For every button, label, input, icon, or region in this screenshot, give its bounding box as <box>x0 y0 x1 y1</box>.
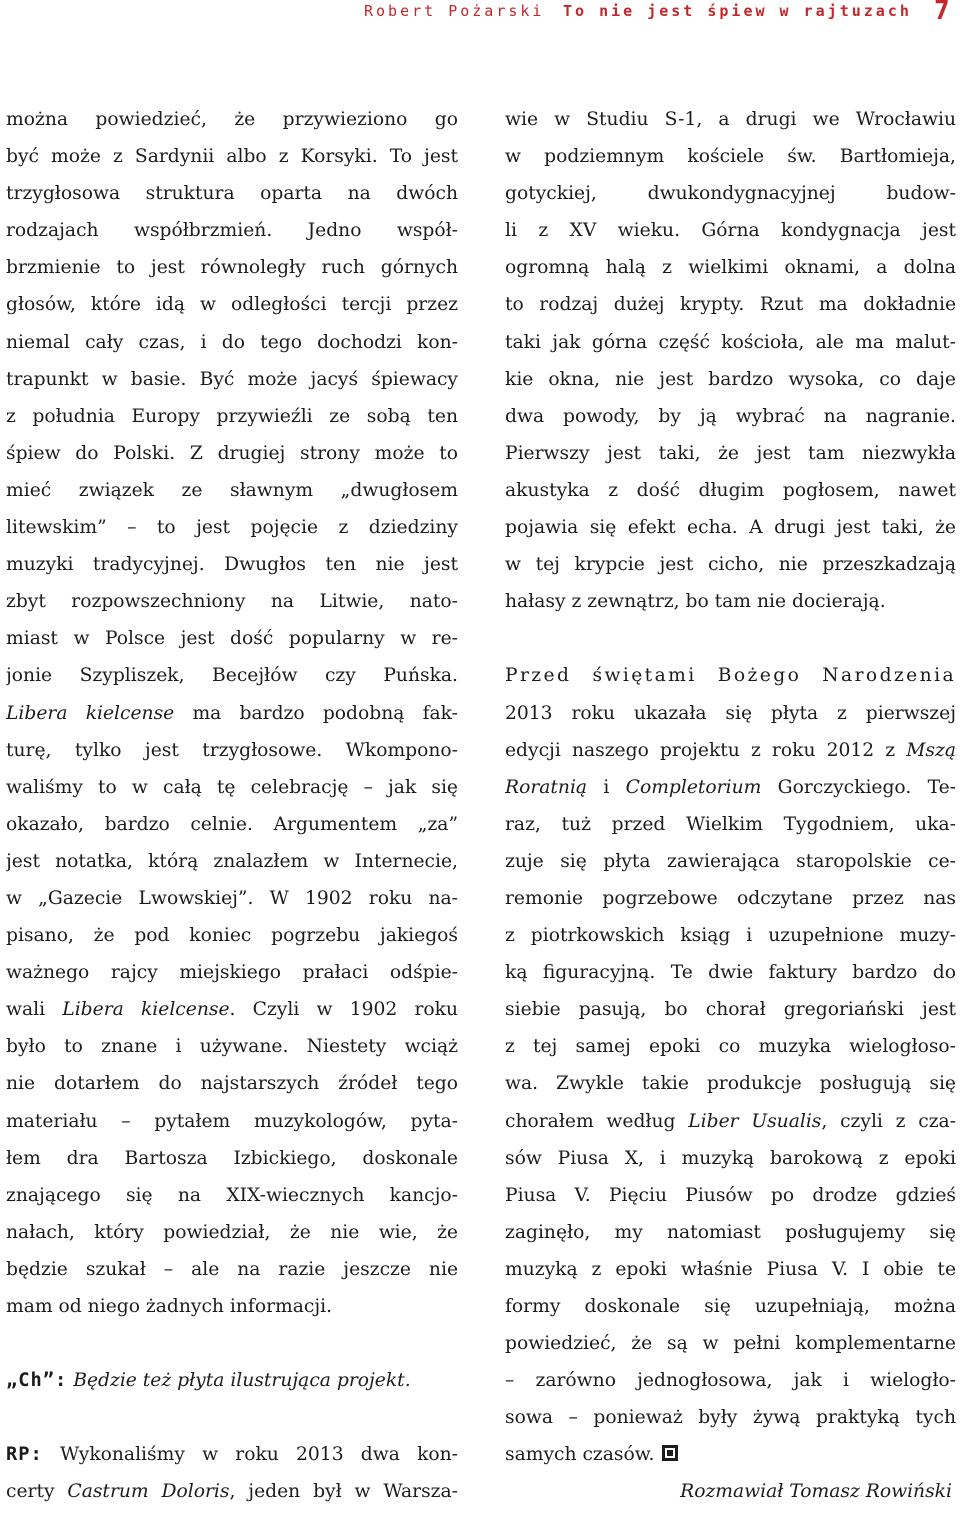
final-line <box>505 1436 956 1473</box>
text-line <box>6 695 458 732</box>
text-line: trapunkt w basie. Być może jacyś śpiewacy <box>6 368 458 390</box>
text-run: . Czyli w 1902 roku <box>229 999 458 1021</box>
right-column <box>505 101 956 1511</box>
text-line: – zarówno jednogłosowa, jak i wielogło- <box>505 1370 956 1392</box>
text-run: Gorczyckiego. Te- <box>761 776 956 798</box>
text-run: i <box>587 776 626 798</box>
text-line: litewskim” – to jest pojęcie z dziedziny <box>6 517 458 539</box>
text-run: ma bardzo podobną fak- <box>174 702 458 724</box>
text-line: nałach, który powiedział, że nie wie, że <box>6 1221 458 1243</box>
text-line: w „Gazecie Lwowskiej”. W 1902 roku na- <box>6 887 458 909</box>
interview-question <box>6 1362 458 1399</box>
text-line: z tej samej epoki co muzyka wielogłoso- <box>505 1036 956 1058</box>
text-line: kie okna, nie jest bardzo wysoka, co daje <box>505 368 956 390</box>
text-line: wa. Zwykle takie produkcje posługują się <box>505 1073 956 1095</box>
left-column <box>6 101 458 1511</box>
text-line: ogromną halą z wielkimi oknami, a dolna <box>505 257 956 279</box>
text-line: hałasy z zewnątrz, bo tam nie docierają. <box>505 591 886 613</box>
text-line <box>505 769 956 806</box>
text-run: samych czasów. <box>505 1444 655 1466</box>
text-line: okazało, bardzo celnie. Argumentem „za” <box>6 813 458 835</box>
text-line <box>505 732 956 769</box>
text-line: akustyka z dość długim pogłosem, nawet <box>505 479 956 501</box>
paragraph-lead <box>505 657 956 694</box>
text-run: , czyli z cza- <box>821 1110 956 1132</box>
text-line: powiedzieć, że są w pełni komplementarne <box>505 1333 956 1355</box>
text-line: sowa – ponieważ były żywą praktyką tych <box>505 1407 956 1429</box>
text-line: materiału – pytałem muzykologów, pyta- <box>6 1110 458 1132</box>
text-line: w tej krypcie jest cicho, nie przeszkadzają <box>505 554 956 576</box>
italic-title: Completorium <box>625 776 762 798</box>
header-author: Robert Pożarski <box>364 2 545 20</box>
text-line <box>505 1103 956 1140</box>
text-line: raz, tuż przed Wielkim Tygodniem, uka- <box>505 813 956 835</box>
text-line: 2013 roku ukazała się płyta z pierwszej <box>505 702 956 724</box>
end-of-article-icon <box>662 1445 678 1461</box>
text-run: chorałem według <box>505 1110 689 1132</box>
text-line: to rodzaj dużej krypty. Rzut ma dokładnie <box>505 294 956 316</box>
text-run: edycji naszego projektu z roku 2012 z <box>505 739 907 761</box>
italic-title: Libera kielcense <box>62 999 230 1021</box>
text-line: będzie szukał – ale na razie jeszcze nie <box>6 1258 458 1280</box>
italic-title: Castrum Doloris <box>67 1481 230 1503</box>
text-line: gotyckiej, dwukondygnacyjnej budow- <box>505 183 956 205</box>
text-line: śpiew do Polski. Z drugiej strony może to <box>6 442 458 464</box>
text-line: z południa Europy przywieźli ze sobą ten <box>6 405 458 427</box>
interview-answer-line <box>6 1473 458 1510</box>
text-line: zuje się płyta zawierająca staropolskie ce- <box>505 850 956 872</box>
text-line: taki jak górna część kościoła, ale ma malut- <box>505 331 956 353</box>
interviewer-signature: Rozmawiał Tomasz Rowiński <box>680 1481 952 1503</box>
running-header <box>0 0 960 32</box>
text-line: rodzajach współbrzmień. Jedno współ- <box>6 220 458 242</box>
text-line: formy doskonale się uzupełniają, można <box>505 1296 956 1317</box>
question-text: Będzie też płyta ilustrująca projekt. <box>73 1370 411 1392</box>
text-line: było to znane i używane. Niestety wciąż <box>6 1036 458 1058</box>
text-run: certy <box>6 1481 68 1503</box>
paragraph-gap <box>6 1325 458 1362</box>
text-line <box>6 991 458 1028</box>
text-line: siebie pasują, bo chorał gregoriański jest <box>505 999 956 1021</box>
text-line: trzygłosowa struktura oparta na dwóch <box>6 183 458 205</box>
text-line: mam od niego żadnych informacji. <box>6 1296 333 1317</box>
text-line: ważnego rajcy miejskiego prałaci odśpie- <box>6 962 458 984</box>
text-line: remonie pogrzebowe odczytane przez nas <box>505 887 956 909</box>
page-number: 7 <box>934 0 950 26</box>
italic-title: Mszą <box>906 739 956 761</box>
text-line: nie dotarłem do najstarszych źródeł tego <box>6 1073 458 1095</box>
text-line: niemal cały czas, i do tego dochodzi kon- <box>6 331 458 353</box>
text-line: pisano, że pod koniec pogrzebu jakiegoś <box>6 925 458 947</box>
text-line: jonie Szypliszek, Becejłów czy Puńska. <box>6 665 458 687</box>
text-line: zaginęło, my natomiast posługujemy się <box>505 1221 956 1243</box>
text-line: waliśmy to w całą tę celebrację – jak się <box>6 776 458 798</box>
text-line: brzmienie to jest równoległy ruch górnych <box>6 257 458 279</box>
speaker-label-ch: „Ch”: <box>6 1370 68 1392</box>
text-line: Piusa V. Pięciu Piusów po drodze gdzieś <box>505 1184 956 1206</box>
text-line: znającego się na XIX-wiecznych kancjo- <box>6 1184 458 1206</box>
paragraph-gap <box>505 620 956 657</box>
text-line: dwa powody, by ją wybrać na nagranie. <box>505 405 956 427</box>
text-line: wie w Studiu S-1, a drugi we Wrocławiu <box>505 109 956 130</box>
text-line: z piotrkowskich ksiąg i uzupełnione muzy- <box>505 925 956 947</box>
text-run: wali <box>6 999 63 1021</box>
italic-title: Roratnią <box>505 776 588 798</box>
paragraph-gap <box>6 1399 458 1436</box>
speaker-label-rp: RP: <box>6 1444 43 1466</box>
text-line: głosów, które idą w odległości tercji przez <box>6 294 458 316</box>
text-line: li z XV wieku. Górna kondygnacja jest <box>505 220 956 242</box>
text-line: muzyki tradycyjnej. Dwugłos ten nie jest <box>6 554 458 576</box>
text-line: sów Piusa X, i muzyką barokową z epoki <box>505 1147 956 1169</box>
text-line: mieć związek ze sławnym „dwugłosem <box>6 479 458 501</box>
text-line: ką figuracyjną. Te dwie faktury bardzo do <box>505 962 956 984</box>
text-line: łem dra Bartosza Izbickiego, doskonale <box>6 1147 458 1169</box>
lead-in-text: Przed świętami Bożego Narodzenia <box>505 665 956 687</box>
text-line: jest notatka, którą znalazłem w Internecie, <box>6 850 458 872</box>
text-line: miast w Polsce jest dość popularny w re- <box>6 628 458 650</box>
text-line: można powiedzieć, że przywieziono go <box>6 109 458 130</box>
text-line: Pierwszy jest taki, że jest tam niezwykła <box>505 442 956 464</box>
interview-answer-line <box>6 1436 458 1473</box>
text-line: muzyką z epoki właśnie Piusa V. I obie te <box>505 1258 956 1280</box>
header-title: To nie jest śpiew w rajtuzach <box>563 2 912 20</box>
text-line: w podziemnym kościele św. Bartłomieja, <box>505 146 956 168</box>
text-line: pojawia się efekt echa. A drugi jest taki, że <box>505 517 956 539</box>
text-line: turę, tylko jest trzygłosowe. Wkompono- <box>6 739 458 761</box>
italic-title: Libera kielcense <box>6 702 175 724</box>
text-run: , jeden był w Warsza- <box>229 1481 458 1503</box>
italic-title: Liber Usualis <box>688 1110 822 1132</box>
text-line: zbyt rozpowszechniony na Litwie, nato- <box>6 591 458 613</box>
text-run: Wykonaliśmy w roku 2013 dwa kon- <box>59 1444 458 1466</box>
text-line: być może z Sardynii albo z Korsyki. To jest <box>6 146 458 168</box>
